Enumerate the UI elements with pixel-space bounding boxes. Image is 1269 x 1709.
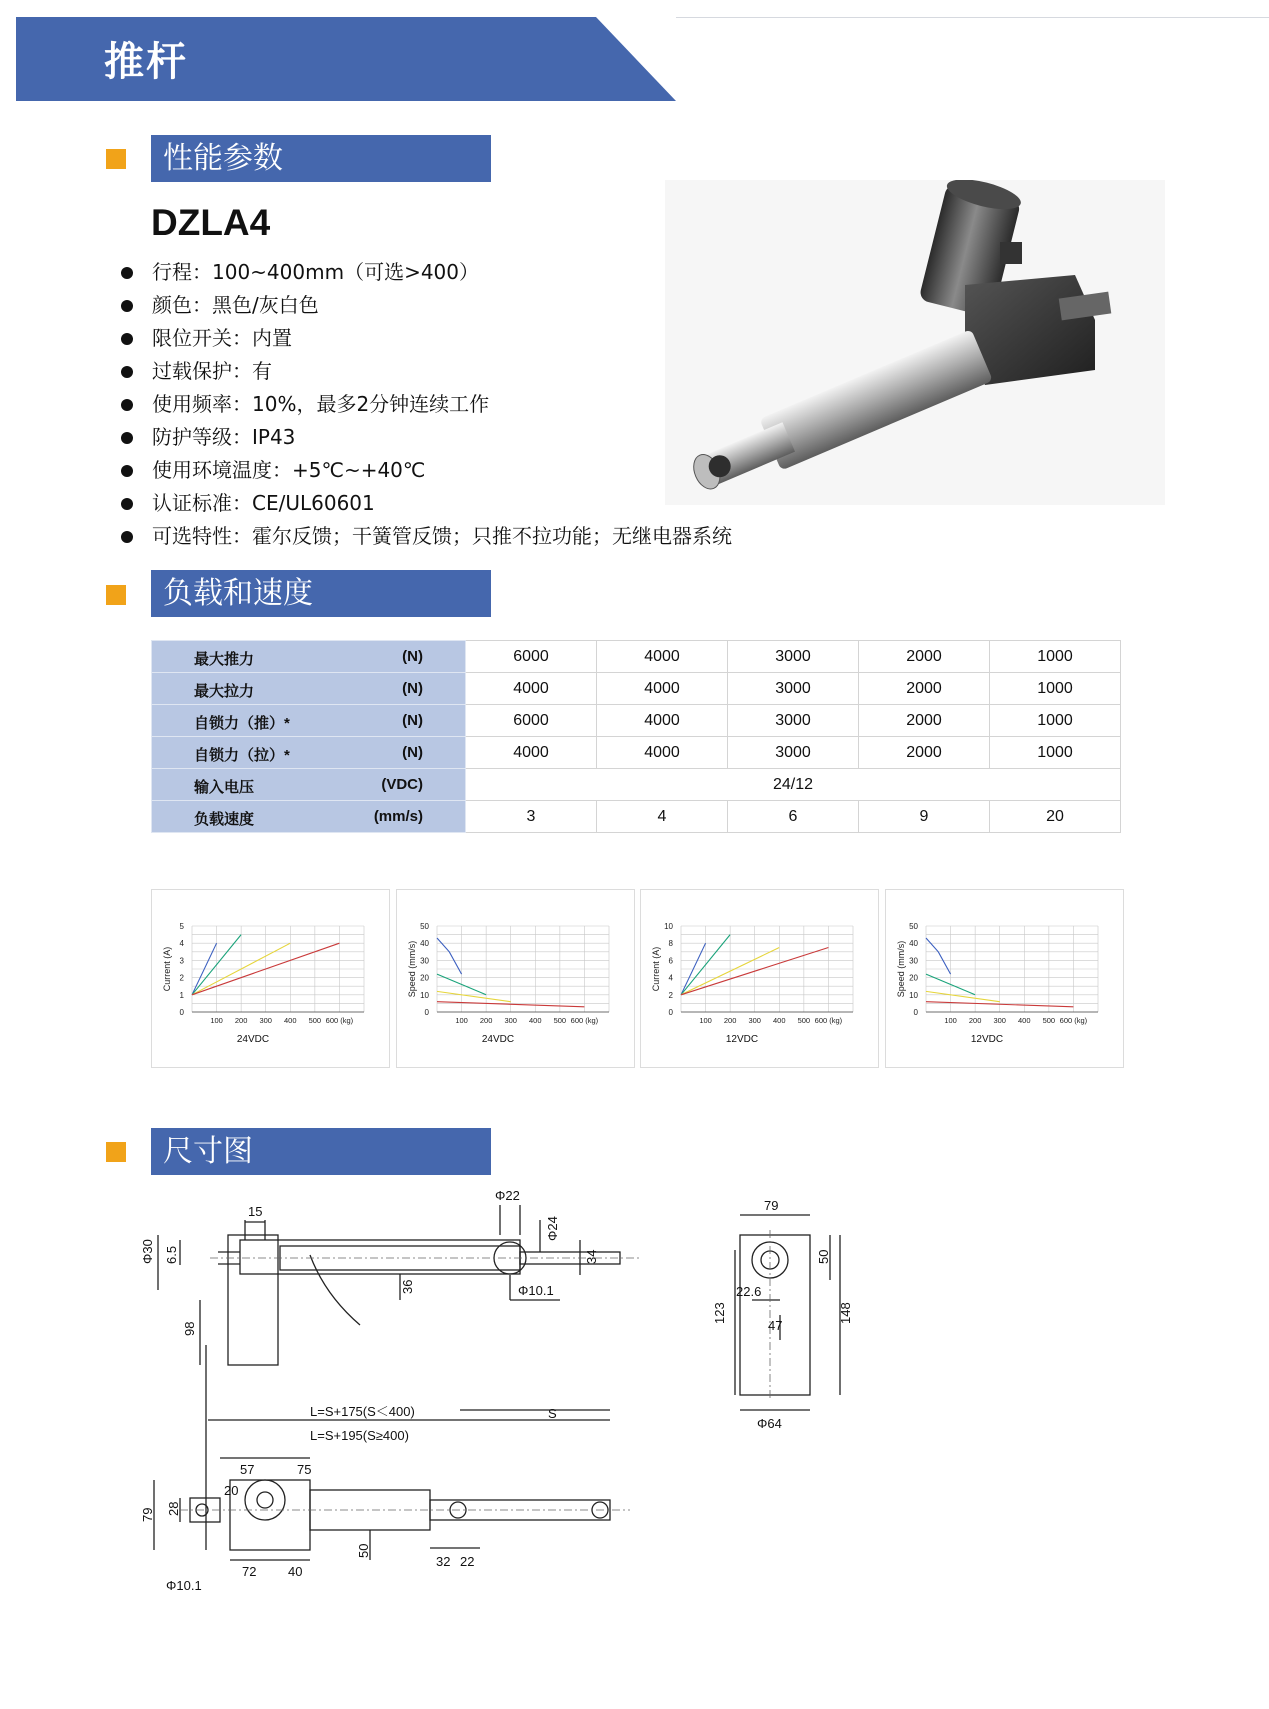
bullet-icon <box>121 366 133 378</box>
y-tick-label: 20 <box>420 973 429 983</box>
x-tick-label: 300 <box>259 1016 272 1025</box>
x-tick-label: 400 <box>773 1016 786 1025</box>
dim-label: 123 <box>712 1302 727 1324</box>
y-axis-label: Speed (mm/s) <box>407 940 417 998</box>
chart-current-24v <box>151 889 390 1068</box>
dim-label: 15 <box>248 1204 263 1219</box>
bullet-icon <box>121 399 133 411</box>
dim-label: 28 <box>166 1501 181 1516</box>
dim-label: 20 <box>224 1483 239 1498</box>
table-cell: 1000 <box>990 673 1121 705</box>
bullet-icon <box>121 300 133 312</box>
y-tick-label: 50 <box>909 922 918 931</box>
y-tick-label: 8 <box>668 939 673 949</box>
x-tick-label: 300 <box>748 1016 761 1025</box>
chart-title: 24VDC <box>481 1034 515 1045</box>
table-cell: 4000 <box>466 673 597 705</box>
chart-speed-24v <box>396 889 635 1068</box>
table-cell: 4000 <box>597 673 728 705</box>
chart-title: 12VDC <box>970 1034 1004 1045</box>
dim-label: L=S+175(S＜400) <box>310 1404 415 1419</box>
dim-label: S <box>548 1406 557 1421</box>
dim-label: 148 <box>838 1302 853 1324</box>
dimension-drawing <box>140 1180 940 1610</box>
dim-label: Φ30 <box>140 1239 155 1264</box>
x-tick-label: 300 <box>993 1016 1006 1025</box>
load-speed-table <box>151 640 1121 833</box>
dim-label: 36 <box>400 1279 415 1294</box>
table-cell: 20 <box>990 801 1121 833</box>
y-axis-label: Speed (mm/s) <box>896 940 906 998</box>
dim-label: 6.5 <box>164 1245 179 1264</box>
bullet-icon <box>121 531 133 543</box>
y-tick-label: 0 <box>668 1008 673 1017</box>
x-tick-label: 400 <box>529 1016 542 1025</box>
spec-item: 认证标准：CE/UL60601 <box>118 487 732 520</box>
dim-label: Φ24 <box>545 1216 560 1241</box>
dim-label: Φ22 <box>495 1188 520 1203</box>
y-tick-label: 50 <box>420 922 429 931</box>
page-title: 推杆 <box>104 39 188 85</box>
table-cell: 1000 <box>990 705 1121 737</box>
spec-item: 防护等级：IP43 <box>118 421 732 454</box>
dim-label: 57 <box>240 1462 255 1477</box>
dim-label: 40 <box>288 1564 303 1579</box>
dim-label: 72 <box>242 1564 257 1579</box>
chart-speed-12v <box>885 889 1124 1068</box>
x-tick-label: 500 <box>797 1016 811 1025</box>
y-tick-label: 4 <box>179 939 184 949</box>
y-tick-label: 2 <box>668 990 673 1000</box>
x-tick-label: 600 (kg) <box>325 1016 354 1025</box>
table-row <box>152 737 1121 769</box>
x-tick-label: 500 <box>1042 1016 1056 1025</box>
spec-item: 使用频率：10%，最多2分钟连续工作 <box>118 388 732 421</box>
table-cell: 3 <box>466 801 597 833</box>
y-tick-label: 0 <box>913 1008 918 1017</box>
chart-svg <box>641 890 878 1067</box>
y-tick-label: 10 <box>664 922 673 931</box>
y-tick-label: 10 <box>909 990 918 1000</box>
table-cell: 6 <box>728 801 859 833</box>
table-cell: 6000 <box>466 705 597 737</box>
row-label: 自锁力（推）* (N) <box>152 705 466 737</box>
dim-label: 98 <box>182 1321 197 1336</box>
table-cell: 2000 <box>859 737 990 769</box>
table-cell: 3000 <box>728 737 859 769</box>
spec-item: 使用环境温度：+5℃~+40℃ <box>118 454 732 487</box>
dim-label: Φ10.1 <box>518 1283 554 1298</box>
row-label: 负载速度 (mm/s) <box>152 801 466 833</box>
table-cell: 6000 <box>466 641 597 673</box>
section-title-load-speed: 负载和速度 <box>151 570 491 617</box>
section-marker <box>106 149 126 169</box>
table-row <box>152 673 1121 705</box>
spec-item: 可选特性：霍尔反馈；干簧管反馈；只推不拉功能；无继电器系统 <box>118 520 732 553</box>
row-label: 自锁力（拉）* (N) <box>152 737 466 769</box>
spec-list <box>118 256 732 553</box>
y-tick-label: 30 <box>420 956 429 966</box>
dim-label: 50 <box>356 1543 371 1558</box>
dim-label: 50 <box>816 1249 831 1264</box>
y-tick-label: 20 <box>909 973 918 983</box>
dim-label: L=S+195(S≥400) <box>310 1428 409 1443</box>
table-cell: 2000 <box>859 641 990 673</box>
x-tick-label: 100 <box>210 1016 223 1025</box>
header-rule <box>676 17 1269 18</box>
table-cell-merged: 24/12 <box>466 769 1121 801</box>
table-cell: 3000 <box>728 673 859 705</box>
x-tick-label: 200 <box>234 1016 248 1025</box>
table-row <box>152 641 1121 673</box>
table-cell: 1000 <box>990 641 1121 673</box>
chart-svg <box>886 890 1123 1067</box>
table-cell: 4000 <box>466 737 597 769</box>
x-tick-label: 500 <box>308 1016 322 1025</box>
dim-label: Φ10.1 <box>166 1578 202 1593</box>
spec-item: 限位开关：内置 <box>118 322 732 355</box>
x-tick-label: 600 (kg) <box>814 1016 843 1025</box>
x-tick-label: 500 <box>553 1016 567 1025</box>
table-cell: 4000 <box>597 641 728 673</box>
row-label: 输入电压 (VDC) <box>152 769 466 801</box>
y-axis-label: Current (A) <box>162 946 172 992</box>
y-tick-label: 10 <box>420 990 429 1000</box>
x-tick-label: 200 <box>479 1016 493 1025</box>
x-tick-label: 100 <box>699 1016 712 1025</box>
x-tick-label: 200 <box>968 1016 982 1025</box>
table-row <box>152 801 1121 833</box>
actuator-product-image <box>665 180 1165 505</box>
y-tick-label: 6 <box>668 956 673 966</box>
y-tick-label: 0 <box>179 1008 184 1017</box>
x-tick-label: 100 <box>455 1016 468 1025</box>
table-cell: 4 <box>597 801 728 833</box>
table-cell: 2000 <box>859 673 990 705</box>
spec-item: 过载保护：有 <box>118 355 732 388</box>
y-tick-label: 5 <box>179 922 184 931</box>
table-cell: 4000 <box>597 705 728 737</box>
chart-title: 24VDC <box>236 1034 270 1045</box>
series-line <box>437 991 511 1001</box>
section-marker <box>106 1142 126 1162</box>
table-cell: 3000 <box>728 705 859 737</box>
y-tick-label: 30 <box>909 956 918 966</box>
row-label: 最大推力 (N) <box>152 641 466 673</box>
spec-item: 颜色：黑色/灰白色 <box>118 289 732 322</box>
dim-label: 75 <box>297 1462 312 1477</box>
series-line <box>926 991 1000 1001</box>
table-cell: 3000 <box>728 641 859 673</box>
dim-label: 32 <box>436 1554 451 1569</box>
dim-label: Φ64 <box>757 1416 782 1431</box>
table-cell: 2000 <box>859 705 990 737</box>
bullet-icon <box>121 498 133 510</box>
x-tick-label: 600 (kg) <box>570 1016 599 1025</box>
dim-label: 47 <box>768 1318 783 1333</box>
chart-svg <box>152 890 389 1067</box>
dim-label: 79 <box>764 1198 779 1213</box>
y-tick-label: 2 <box>179 973 184 983</box>
table-cell: 9 <box>859 801 990 833</box>
y-tick-label: 1 <box>179 990 184 1000</box>
y-tick-label: 0 <box>424 1008 429 1017</box>
bullet-icon <box>121 432 133 444</box>
row-label: 最大拉力 (N) <box>152 673 466 705</box>
x-tick-label: 400 <box>1018 1016 1031 1025</box>
y-tick-label: 3 <box>179 956 184 966</box>
chart-svg <box>397 890 634 1067</box>
table-cell: 1000 <box>990 737 1121 769</box>
bullet-icon <box>121 333 133 345</box>
spec-item: 行程：100~400mm（可选>400） <box>118 256 732 289</box>
model-name: DZLA4 <box>151 202 271 243</box>
y-tick-label: 40 <box>909 939 918 949</box>
x-tick-label: 400 <box>284 1016 297 1025</box>
table-cell: 4000 <box>597 737 728 769</box>
y-tick-label: 4 <box>668 973 673 983</box>
x-tick-label: 300 <box>504 1016 517 1025</box>
chart-current-12v <box>640 889 879 1068</box>
dim-label: 22.6 <box>736 1284 762 1299</box>
table-row <box>152 705 1121 737</box>
dim-label: 22 <box>460 1554 475 1569</box>
x-tick-label: 600 (kg) <box>1059 1016 1088 1025</box>
section-title-dimensions: 尺寸图 <box>151 1128 491 1175</box>
chart-title: 12VDC <box>725 1034 759 1045</box>
table-row <box>152 769 1121 801</box>
y-tick-label: 40 <box>420 939 429 949</box>
dim-label: 34 <box>584 1249 599 1264</box>
bullet-icon <box>121 465 133 477</box>
section-marker <box>106 585 126 605</box>
bullet-icon <box>121 267 133 279</box>
x-tick-label: 200 <box>723 1016 737 1025</box>
x-tick-label: 100 <box>944 1016 957 1025</box>
y-axis-label: Current (A) <box>651 946 661 992</box>
dim-label: 79 <box>140 1507 155 1522</box>
section-title-performance: 性能参数 <box>151 135 491 182</box>
